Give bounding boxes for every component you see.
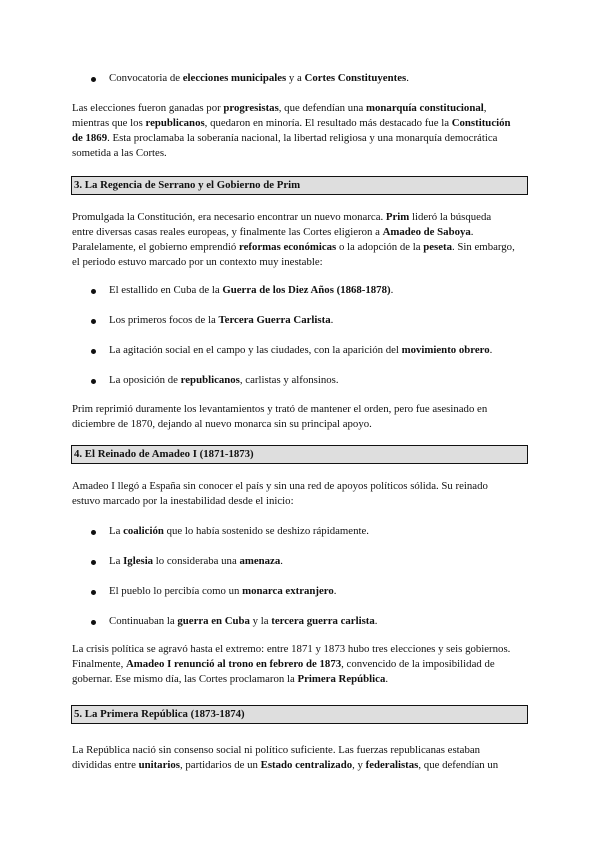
bullet-icon: [91, 319, 96, 324]
section-heading-5: 5. La Primera República (1873-1874): [71, 705, 528, 724]
bullet-icon: [91, 349, 96, 354]
paragraph-amadeo-arrival: Amadeo I llegó a España sin conocer el país y sin una red de apoyos políticos sólida. Su reinado estuvo marcado por la inestabilidad desde el inicio:: [72, 480, 488, 507]
paragraph-elections-result: Las elecciones fueron ganadas por progresistas, que defendían una monarquía constitucional, mientras que los republicanos, quedaron en minoría. El resultado más destacado fue la Constitución de 1869. Esta proclamaba la soberanía nacional, la libertad religiosa y una monarquía democrática sometida a las Cortes.: [72, 102, 511, 159]
bullet-icon: [91, 289, 96, 294]
bullet-icon: [91, 560, 96, 565]
section-heading-3: 3. La Regencia de Serrano y el Gobierno de Prim: [71, 176, 528, 195]
paragraph-prim-assassination: Prim reprimió duramente los levantamientos y trató de mantener el orden, pero fue asesinado en diciembre de 1870, dejando al nuevo monarca sin su principal apoyo.: [72, 403, 488, 430]
bullet-icon: [91, 379, 96, 384]
paragraph-crisis: La crisis política se agravó hasta el extremo: entre 1871 y 1873 hubo tres elecciones y seis gobiernos. Finalmente, Amadeo I renunció al trono en febrero de 1873, convencido de la imposibilidad de gobernar. Ese mismo día, las Cortes proclamaron la Primera República.: [72, 643, 511, 685]
bullet-icon: [91, 620, 96, 625]
document-page: Convocatoria de elecciones municipales y a Cortes Constituyentes. Las elecciones fueron ganadas por progresistas, que defendían una monarquía constitucional, mientras que los republicanos, quedaron en minoría. El resultado más destacado fue la Constitución de 1869. Esta proclamaba la soberanía nacional, la libertad religiosa y una monarquía democrática sometida a las Cortes. 3. La Regencia de Serrano y el Gobierno de Prim Promulgada la Constitución, era necesario encontrar un nuevo monarca. Prim lideró la búsqueda entre diversas casas reales europeas, y finalmente las Cortes eligieron a Amadeo de Saboya. Paralelamente, el gobierno emprendió reformas económicas o la adopción de la peseta. Sin embargo, el periodo estuvo marcado por un contexto muy inestable: El estallido en Cuba de la Guerra de los Diez Años (1868-1878). Los primeros focos de la Tercera Guerra Carlista. La agitación social en el campo y las ciudades, con la aparición del movimiento obrero. La oposición de republicanos, carlistas y alfonsinos. Prim reprimió duramente los levantamientos y trató de mantener el orden, pero fue asesinado en diciembre de 1870, dejando al nuevo monarca sin su principal apoyo. 4. El Reinado de Amadeo I (1871-1873) Amadeo I llegó a España sin conocer el país y sin una red de apoyos políticos sólida. Su reinado estuvo marcado por la inestabilidad desde el inicio: La coalición que lo había sostenido se deshizo rápidamente. La Iglesia lo consideraba una amenaza. El pueblo lo percibía como un monarca extranjero. Continuaban la guerra en Cuba y la tercera guerra carlista. La crisis política se agravó hasta el extremo: entre 1871 y 1873 hubo tres elecciones y seis gobiernos. Finalmente, Amadeo I renunció al trono en febrero de 1873, convencido de la imposibilidad de gobernar. Ese mismo día, las Cortes proclamaron la Primera República. 5. La Primera República (1873-1874) La República nació sin consenso social ni político suficiente. Las fuerzas republicanas estaban divididas entre unitarios, partidarios de un Estado centralizado, y federalistas, que defendían un: [0, 0, 600, 848]
section-heading-4: 4. El Reinado de Amadeo I (1871-1873): [71, 445, 528, 464]
paragraph-prim-search: Promulgada la Constitución, era necesario encontrar un nuevo monarca. Prim lideró la búsqueda entre diversas casas reales europeas, y finalmente las Cortes eligieron a Amadeo de Saboya. Paralelamente, el gobierno emprendió reformas económicas o la adopción de la peseta. Sin embargo, el periodo estuvo marcado por un contexto muy inestable:: [72, 211, 515, 268]
bullet-icon: [91, 590, 96, 595]
bullet-icon: [91, 530, 96, 535]
bullet-icon: [91, 77, 96, 82]
paragraph-first-republic: La República nació sin consenso social ni político suficiente. Las fuerzas republicanas estaban divididas entre unitarios, partidarios de un Estado centralizado, y federalistas, que defendían un: [72, 744, 499, 771]
